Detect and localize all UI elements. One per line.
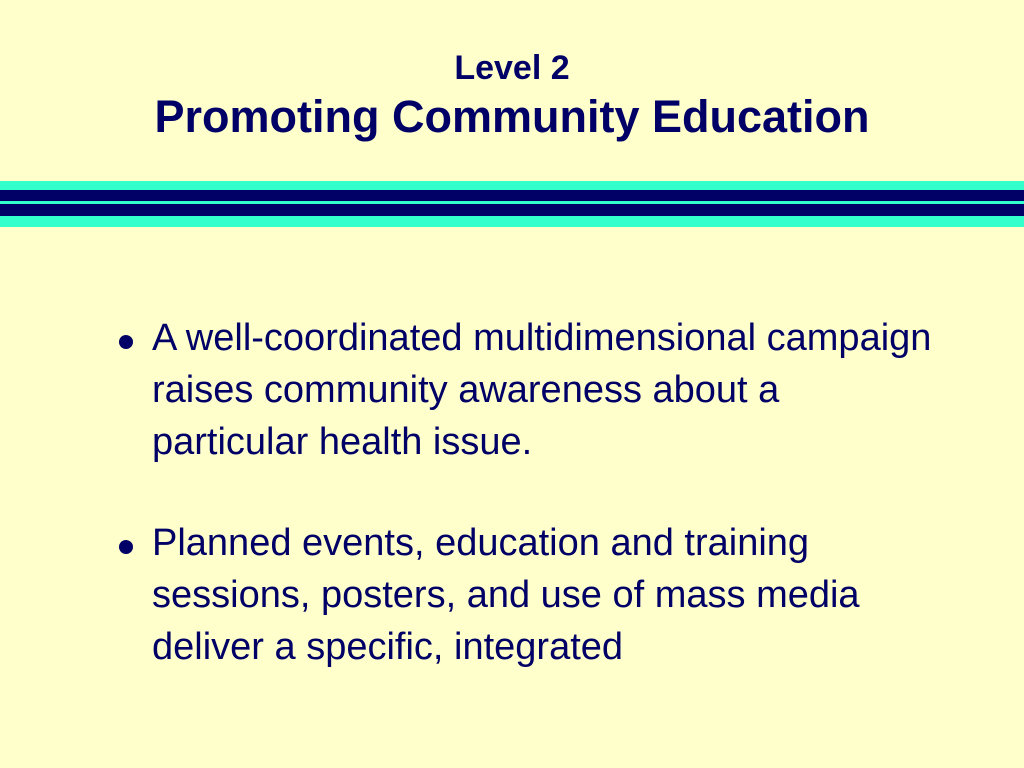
bullet-item <box>115 517 945 673</box>
slide-title-level: Level 2 <box>454 49 570 87</box>
bullet-dot-icon <box>119 335 133 349</box>
divider-stripe-navy-upper <box>0 190 1024 201</box>
slide-title <box>0 48 1024 146</box>
bullet-item <box>115 312 945 468</box>
bullet-dot-icon <box>119 540 133 554</box>
bullet-text: Planned events, education and training sessions, posters, and use of mass media deliver a specific, integrated <box>152 522 860 668</box>
bullet-list <box>115 312 945 722</box>
divider-stripe-navy-lower <box>0 204 1024 216</box>
divider-stripe-teal-bottom <box>0 216 1024 227</box>
bullet-text: A well-coordinated multidimensional campaign raises community awareness about a particular health issue. <box>152 317 932 463</box>
divider-stripe-teal-top <box>0 181 1024 190</box>
slide-title-main: Promoting Community Education <box>154 91 870 142</box>
